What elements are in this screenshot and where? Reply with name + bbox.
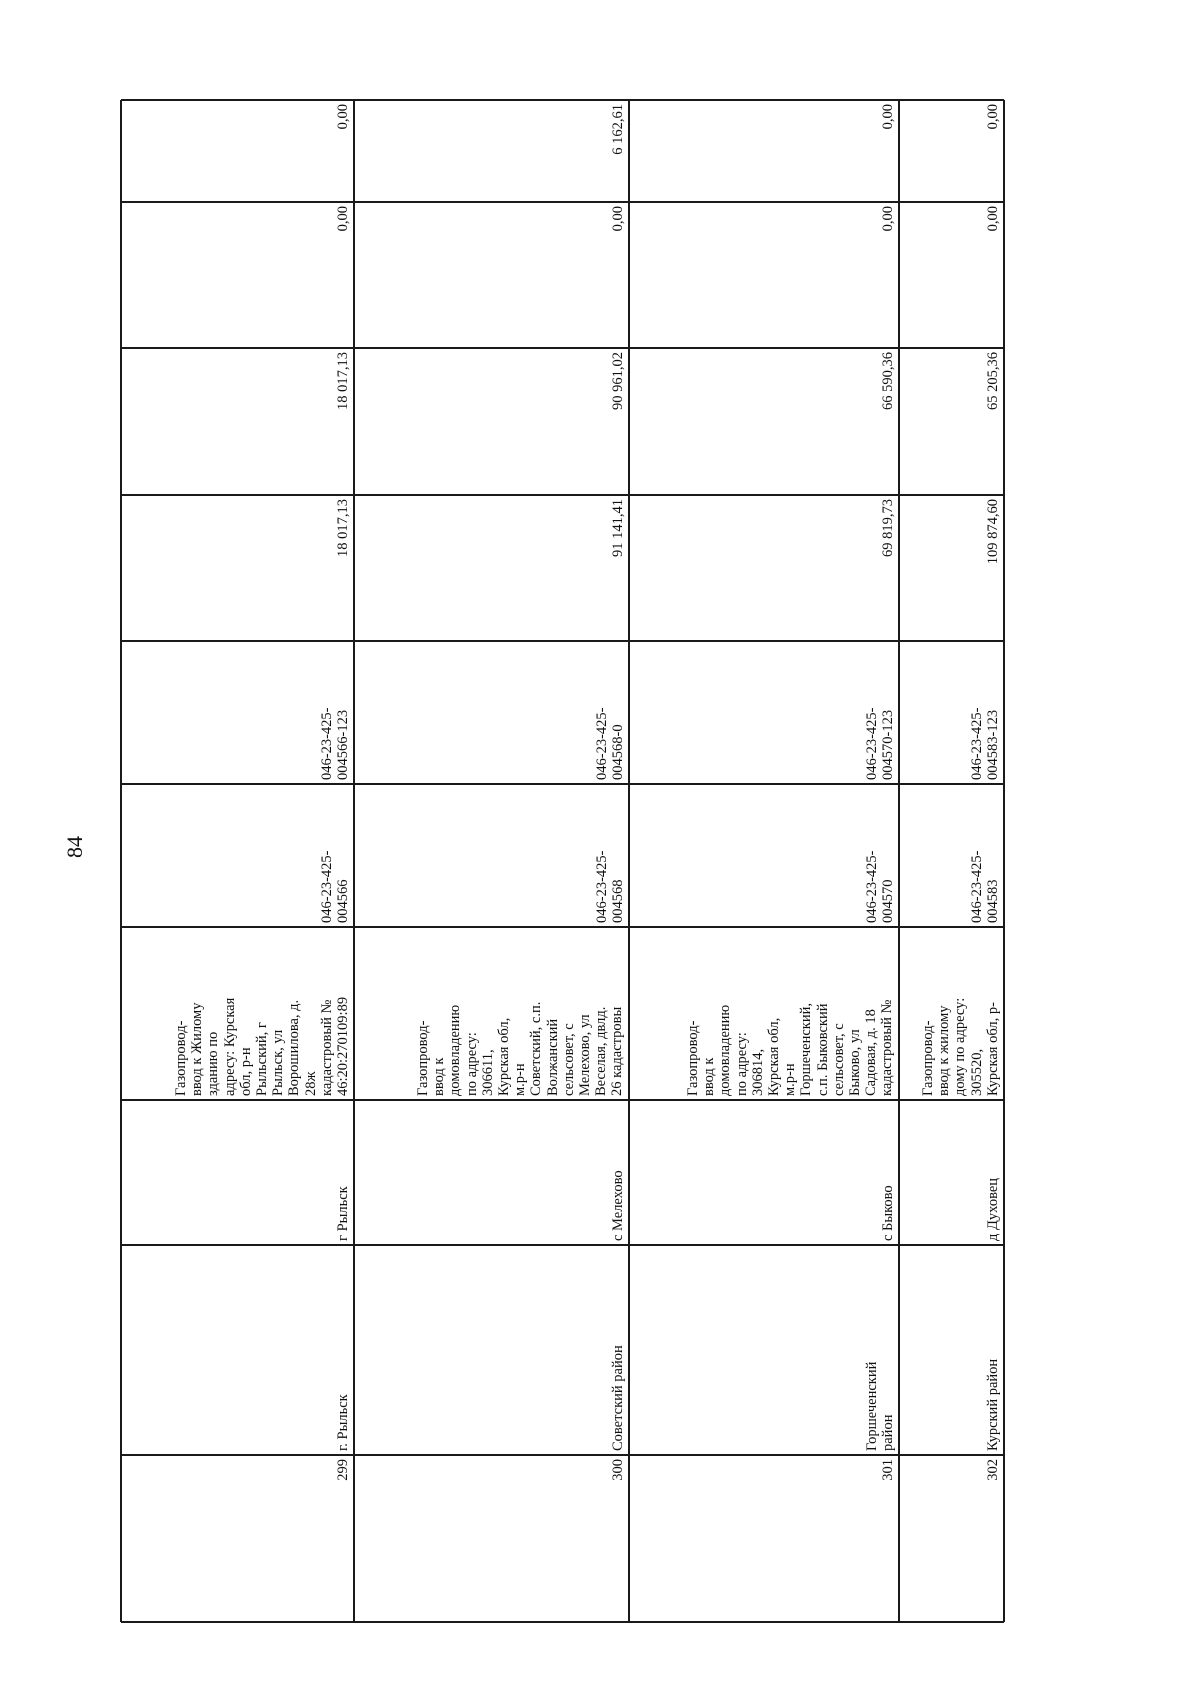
district-cell-text: Горшеченский район [863,1361,896,1451]
row-border [628,100,630,1622]
locality-cell-text: с Быково [879,1185,896,1241]
column-border [121,1621,1004,1623]
value-cell-2-text: 65 205,36 [984,352,1001,410]
value-cell-3-text: 0,00 [609,206,626,232]
locality-cell-text: с Мелехово [609,1170,626,1241]
value-cell-2-text: 90 961,02 [609,352,626,410]
inventory-number-cell-text: 046-23-425- 004583 [968,850,1001,923]
value-cell-1-text: 69 819,73 [879,499,896,557]
column-border [121,926,1004,928]
value-cell-4-text: 0,00 [879,104,896,130]
column-border [121,347,1004,349]
column-border [121,783,1004,785]
value-cell-3-text: 0,00 [984,206,1001,232]
locality-cell-text: д Духовец [984,1177,1001,1241]
object-code-cell-text: 046-23-425- 004566-123 [318,707,351,780]
value-cell-1-text: 109 874,60 [984,499,1001,565]
row-border [353,100,355,1622]
column-border [121,99,1004,101]
row-border [120,100,122,1622]
column-border [121,494,1004,496]
district-cell-text: Советский район [609,1345,626,1451]
column-border [121,1099,1004,1101]
object-description-cell-text: Газопровод- ввод к жилому дому по адресу: 305520, Курская обл, р- [920,997,1001,1096]
value-cell-2-text: 66 590,36 [879,352,896,410]
object-code-cell-text: 046-23-425- 004568-0 [593,707,626,780]
row-border [898,100,900,1622]
row-number-text: 299 [334,1459,351,1481]
column-border [121,201,1004,203]
row-number-text: 301 [879,1459,896,1481]
value-cell-3-text: 0,00 [334,206,351,232]
row-number-text: 302 [984,1459,1001,1481]
object-description-cell-text: Газопровод- ввод к домовладению по адресу: 306814, Курская обл, м.р-н Горшеченский, с.п. Быковский сельсовет, с Быково, ул Садовая, д. 18 кадастровый № [685,999,896,1096]
locality-cell-text: г Рыльск [334,1186,351,1241]
inventory-number-cell-text: 046-23-425- 004570 [863,850,896,923]
district-cell-text: г. Рыльск [334,1394,351,1451]
value-cell-1-text: 18 017,13 [334,499,351,557]
object-description-cell-text: Газопровод- ввод к Жилому зданию по адресу: Курская обл, р-н Рыльский, г Рыльск, ул Ворошилова, д. 28ж кадастровый № 46:20:270109:89 [172,996,351,1096]
column-border [121,1454,1004,1456]
inventory-number-cell-text: 046-23-425- 004566 [318,850,351,923]
value-cell-2-text: 18 017,13 [334,352,351,410]
inventory-number-cell-text: 046-23-425- 004568 [593,850,626,923]
value-cell-3-text: 0,00 [879,206,896,232]
page-number-text: 84 [62,836,87,858]
object-code-cell-text: 046-23-425- 004583-123 [968,707,1001,780]
row-number-text: 300 [609,1459,626,1481]
value-cell-1-text: 91 141,41 [609,499,626,557]
district-cell-text: Курский район [984,1358,1001,1451]
value-cell-4-text: 0,00 [984,104,1001,130]
row-border [1003,100,1005,1622]
value-cell-4-text: 0,00 [334,104,351,130]
object-code-cell-text: 046-23-425- 004570-123 [863,707,896,780]
column-border [121,640,1004,642]
column-border [121,1244,1004,1246]
value-cell-4-text: 6 162,61 [609,104,626,155]
object-description-cell-text: Газопровод- ввод к домовладению по адресу: 306611, Курская обл, м.р-н Советский, с.п. Волжанский сельсовет, с Мелехово, ул Веселая, двлд. 26 кадастровы [415,1001,626,1096]
